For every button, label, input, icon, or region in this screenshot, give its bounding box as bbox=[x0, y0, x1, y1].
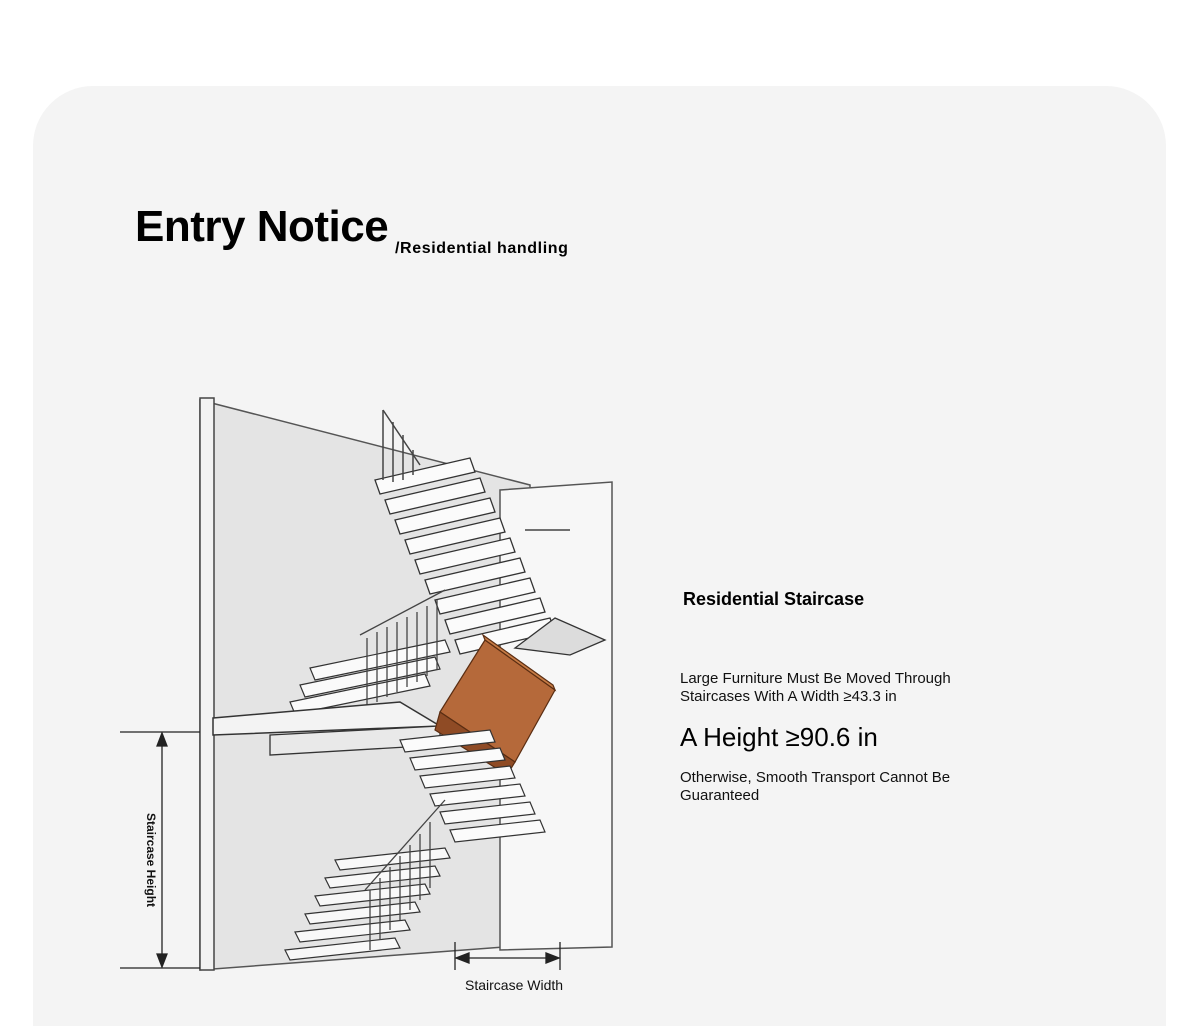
info-line-4: Guaranteed bbox=[680, 787, 760, 804]
info-line-1: Large Furniture Must Be Moved Through bbox=[680, 670, 951, 687]
page-subtitle: /Residential handling bbox=[395, 240, 569, 257]
info-line-3: Otherwise, Smooth Transport Cannot Be bbox=[680, 769, 951, 786]
wall-post bbox=[200, 398, 214, 970]
page-title: Entry Notice bbox=[135, 202, 389, 251]
info-line-2: Staircases With A Width ≥43.3 in bbox=[680, 688, 897, 705]
height-requirement: A Height ≥90.6 in bbox=[680, 722, 878, 752]
staircase-height-label: Staircase Height bbox=[144, 812, 158, 908]
info-heading: Residential Staircase bbox=[683, 589, 865, 609]
height-dimension bbox=[120, 732, 200, 968]
staircase-illustration bbox=[115, 390, 625, 990]
staircase-width-label: Staircase Width bbox=[465, 977, 564, 993]
